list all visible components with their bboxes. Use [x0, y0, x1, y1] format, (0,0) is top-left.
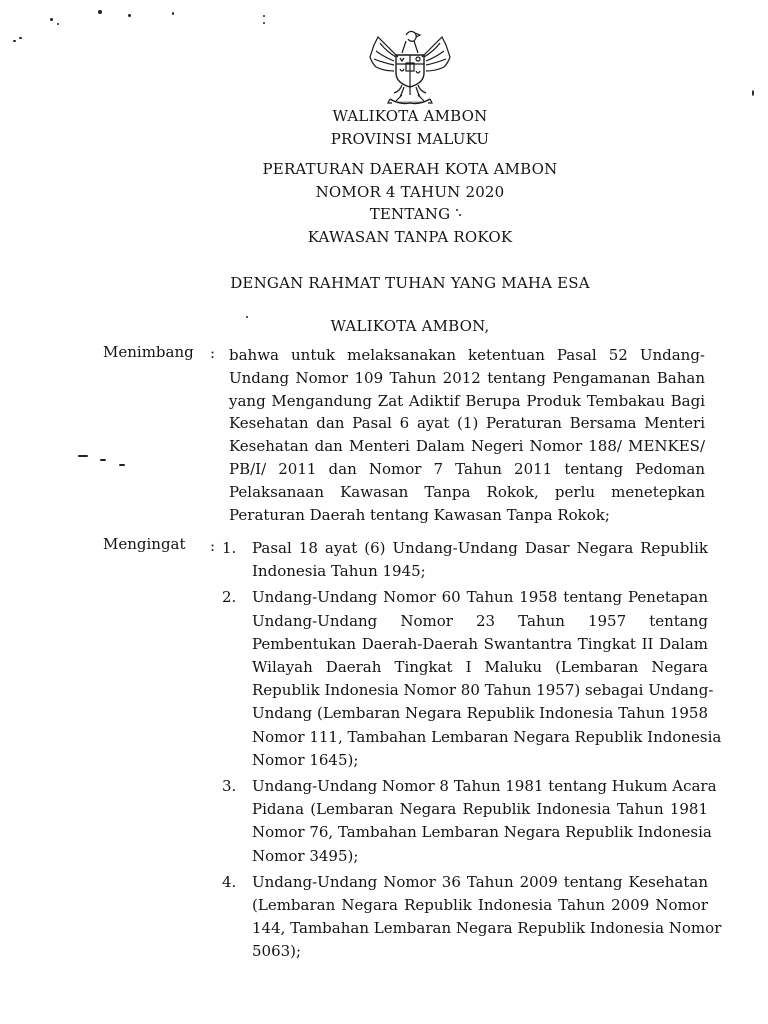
- list-item-line: Pasal 18 ayat (6) Undang-Undang Dasar Negara Republik: [252, 539, 708, 557]
- list-item: [222, 775, 717, 868]
- scan-speck: [263, 22, 265, 24]
- scan-speck: [263, 15, 265, 17]
- menimbang-label: Menimbang: [103, 343, 194, 361]
- scan-speck: [128, 14, 131, 17]
- scan-speck: [50, 18, 53, 21]
- preamble-phrase: DENGAN RAHMAT TUHAN YANG MAHA ESA: [230, 274, 590, 292]
- scan-speck: [752, 90, 754, 96]
- list-item-line: 5063);: [252, 942, 302, 961]
- list-item-line: 144, Tambahan Lembaran Negara Republik Indonesia Nomor: [252, 919, 722, 938]
- garuda-emblem-icon: [360, 27, 460, 109]
- mengingat-colon: :: [210, 537, 216, 555]
- regulation-subject: KAWASAN TANPA ROKOK: [307, 228, 513, 246]
- list-item-number: 2.: [222, 588, 237, 607]
- issuer-title: WALIKOTA AMBON: [332, 107, 488, 125]
- list-item-line: Undang-Undang Nomor 60 Tahun 1958 tentang Penetapan: [252, 588, 708, 607]
- mengingat-label: Mengingat: [103, 535, 186, 553]
- list-item-line: Undang-Undang Nomor 36 Tahun 2009 tentang Kesehatan: [252, 872, 708, 891]
- scan-speck: [13, 40, 16, 42]
- scan-speck: [119, 464, 125, 466]
- mengingat-list: [222, 537, 722, 967]
- list-item-line: Nomor 111, Tambahan Lembaran Negara Republik Indonesia: [252, 727, 722, 746]
- list-item-line: Pidana (Lembaran Negara Republik Indonesia Tahun 1981: [252, 800, 708, 819]
- list-item-number: 1.: [222, 539, 237, 557]
- scan-speck: [78, 455, 88, 457]
- menimbang-line: Pelaksanaan Kawasan Tanpa Rokok, perlu menetepkan: [229, 482, 705, 501]
- menimbang-line: Peraturan Daerah tentang Kawasan Tanpa Rokok;: [229, 505, 610, 524]
- list-item-line: Nomor 1645);: [252, 750, 359, 769]
- menimbang-colon: :: [210, 344, 216, 362]
- list-item-line: Indonesia Tahun 1945;: [252, 562, 426, 581]
- list-item-line: Nomor 3495);: [252, 846, 359, 865]
- list-item-line: (Lembaran Negara Republik Indonesia Tahun 2009 Nomor: [252, 896, 708, 915]
- regulation-number: NOMOR 4 TAHUN 2020: [315, 183, 505, 201]
- province-title: PROVINSI MALUKU: [330, 130, 490, 148]
- list-item-line: Republik Indonesia Nomor 80 Tahun 1957) sebagai Undang-: [252, 681, 714, 700]
- menimbang-line: Undang Nomor 109 Tahun 2012 tentang Pengamanan Bahan: [229, 368, 705, 387]
- menimbang-line: yang Mengandung Zat Adiktif Berupa Produk Tembakau Bagi: [229, 391, 705, 410]
- list-item-line: Nomor 76, Tambahan Lembaran Negara Republik Indonesia: [252, 823, 712, 842]
- list-item-line: Undang-Undang Nomor 8 Tahun 1981 tentang Hukum Acara: [252, 777, 717, 796]
- list-item-line: Pembentukan Daerah-Daerah Swantantra Tingkat II Dalam: [252, 634, 708, 653]
- list-item-line: Undang-Undang Nomor 23 Tahun 1957 tentang: [252, 611, 708, 630]
- scan-speck: [19, 37, 22, 39]
- list-item: [222, 537, 708, 583]
- scan-speck: [57, 23, 59, 25]
- scan-speck: [172, 12, 174, 15]
- scan-speck: [100, 459, 106, 461]
- list-item-line: Undang (Lembaran Negara Republik Indonesia Tahun 1958: [252, 704, 708, 723]
- menimbang-line: PB/I/ 2011 dan Nomor 7 Tahun 2011 tentang Pedoman: [229, 459, 705, 478]
- list-item-number: 3.: [222, 777, 237, 796]
- menimbang-line: bahwa untuk melaksanakan ketentuan Pasal 52 Undang-: [229, 346, 705, 364]
- about-label: TENTANG: [369, 205, 451, 223]
- enacting-authority: WALIKOTA AMBON,: [330, 317, 490, 335]
- list-item: [222, 871, 722, 964]
- list-item-line: Wilayah Daerah Tingkat I Maluku (Lembaran Negara: [252, 658, 708, 677]
- menimbang-line: Kesehatan dan Pasal 6 ayat (1) Peraturan Bersama Menteri: [229, 414, 705, 433]
- regulation-title: PERATURAN DAERAH KOTA AMBON: [262, 160, 558, 178]
- menimbang-line: Kesehatan dan Menteri Dalam Negeri Nomor 188/ MENKES/: [229, 437, 705, 456]
- list-item-number: 4.: [222, 872, 237, 891]
- scan-speck: [98, 10, 102, 14]
- menimbang-paragraph: [229, 344, 705, 526]
- list-item: [222, 586, 722, 772]
